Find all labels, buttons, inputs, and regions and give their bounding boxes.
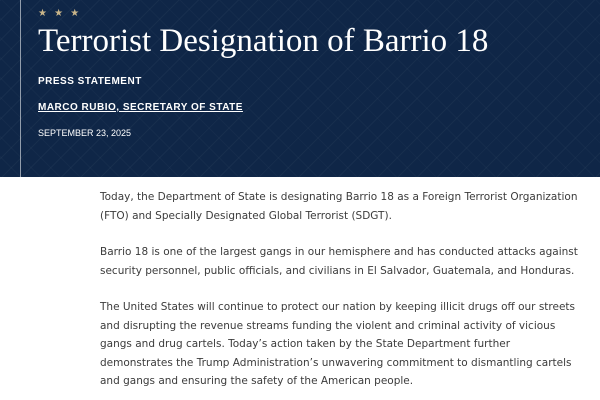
page-title: Terrorist Designation of Barrio 18 [38, 23, 489, 59]
body-paragraph-2: Barrio 18 is one of the largest gangs in our hemisphere and has conducted attacks against security personnel, public officials, and civilians in El Salvador, Guatemala, and Honduras. [100, 246, 578, 277]
stars-icon: ★ ★ ★ [38, 8, 82, 19]
statement-type-label: PRESS STATEMENT [38, 76, 142, 87]
hero-banner [0, 0, 600, 177]
hero-divider-line [20, 0, 21, 177]
publication-date: SEPTEMBER 23, 2025 [38, 128, 132, 138]
body-paragraph-1: Today, the Department of State is designating Barrio 18 as a Foreign Terrorist Organization (FTO) and Specially Designated Global Terrorist (SDGT). [100, 191, 578, 222]
author-link[interactable]: MARCO RUBIO, SECRETARY OF STATE [38, 102, 243, 113]
body-paragraph-3: The United States will continue to protect our nation by keeping illicit drugs off our streets and disrupting the revenue streams funding the violent and criminal activity of vicious gangs and drug cartels. Today’s action taken by the State Department further demonstrates the Trump Administration’s unwavering commitment to dismantling cartels and gangs and ensuring the safety of the American people. [100, 301, 576, 387]
statement-body [100, 188, 580, 400]
